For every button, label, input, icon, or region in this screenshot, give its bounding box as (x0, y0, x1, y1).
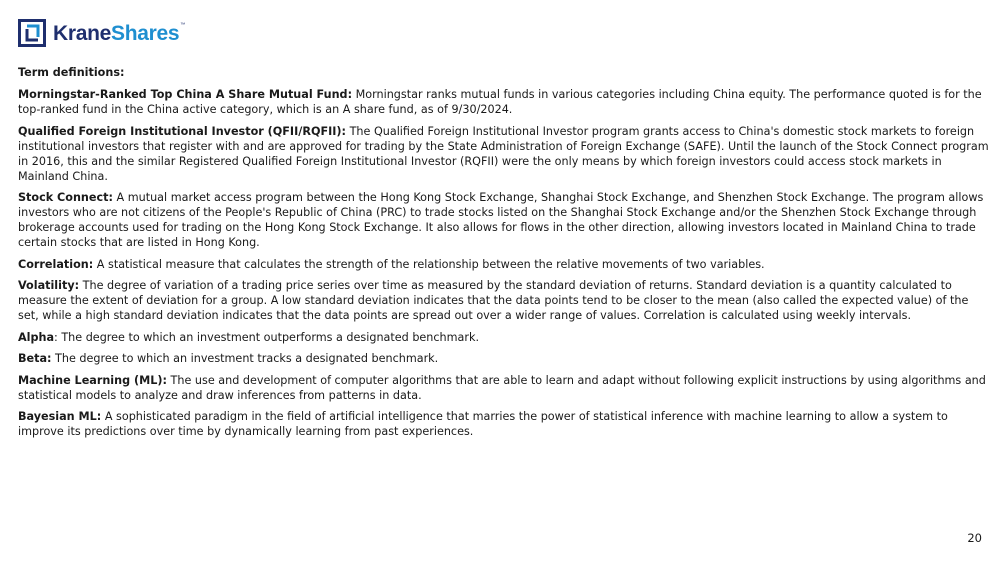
logo-wordmark-shares: Shares (111, 21, 180, 45)
logo-wordmark-krane: Krane (53, 21, 112, 45)
definition-term: Morningstar-Ranked Top China A Share Mutual Fund: (18, 88, 353, 101)
definition-text: The Qualified Foreign Institutional Investor program grants access to China's domestic stock markets to foreign institutional investors that register with and are approved for trading by the State Administration of Foreign Exchange (SAFE). Until the launch of the Stock Connect program in 2016, this and the similar Registered Qualified Foreign Institutional Investor (RQFII) were the only means by which foreign investors could access stock markets in Mainland China. (18, 124, 989, 183)
definition-term: Stock Connect: (18, 191, 113, 204)
definition-term: Correlation: (18, 257, 94, 271)
definition-term: Qualified Foreign Institutional Investor (QFII/RQFII): (18, 124, 347, 138)
definition-text: : The degree to which an investment outperforms a designated benchmark. (54, 330, 480, 344)
definition-text: A statistical measure that calculates the strength of the relationship between the relative movements of two variables. (93, 257, 765, 271)
section-title: Term definitions: (18, 66, 125, 79)
krane-shares-logo (18, 17, 185, 49)
definition-term: Machine Learning (ML): (18, 373, 167, 387)
page-number: 20 (967, 531, 982, 545)
definition-text: A mutual market access program between the Hong Kong Stock Exchange, Shanghai Stock Exchange, and Shenzhen Stock Exchange. The program allows investors who are not citizens of the People's Republic of China (PRC) to trade stocks listed on the Shanghai Stock Exchange and/or the Shenzhen Stock Exchange through brokerage accounts used for trading on the Hong Kong Stock Exchange. It also allows for flows in the other direction, allowing investors located in Mainland China to trade certain stocks that are listed in Hong Kong. (18, 191, 984, 249)
definition-term: Beta: (18, 352, 52, 365)
definition-stock-connect (18, 190, 990, 250)
definition-bayesian-ml (18, 409, 990, 439)
definition-term: Volatility: (18, 279, 80, 292)
definition-term: Bayesian ML: (18, 410, 102, 423)
krane-shares-logo-icon (18, 19, 46, 47)
logo-trademark: ™ (180, 21, 185, 28)
definition-volatility (18, 278, 990, 323)
definition-text: The use and development of computer algorithms that are able to learn and adapt without following explicit instructions by using algorithms and statistical models to analyze and draw inferences from patterns in data. (18, 373, 986, 402)
definition-machine-learning (18, 373, 990, 403)
logo-wordmark (53, 23, 185, 44)
definition-term: Alpha (18, 330, 55, 344)
definition-text: Morningstar ranks mutual funds in various categories including China equity. The performance quoted is for the top-ranked fund in the China active category, which is an A share fund, as of 9/30/2024. (18, 88, 982, 116)
definition-beta (18, 351, 990, 366)
definition-alpha (18, 330, 990, 345)
definition-text: The degree of variation of a trading price series over time as measured by the standard deviation of returns. Standard deviation is a quantity calculated to measure the extent of deviation for a group. A low standard deviation indicates that the data points tend to be closer to the mean (also called the expected value) of the set, while a high standard deviation indicates that the data points are spread out over a wider range of values. Correlation is calculated using weekly intervals. (18, 279, 969, 322)
definition-qfii (18, 124, 990, 184)
definition-correlation (18, 257, 990, 272)
definition-text: A sophisticated paradigm in the field of artificial intelligence that marries the power of statistical inference with machine learning to allow a system to improve its predictions over time by dynamically learning from past experiences. (18, 410, 948, 438)
definitions-section (18, 65, 990, 446)
definition-morningstar (18, 87, 990, 117)
definition-text: The degree to which an investment tracks a designated benchmark. (51, 352, 439, 365)
